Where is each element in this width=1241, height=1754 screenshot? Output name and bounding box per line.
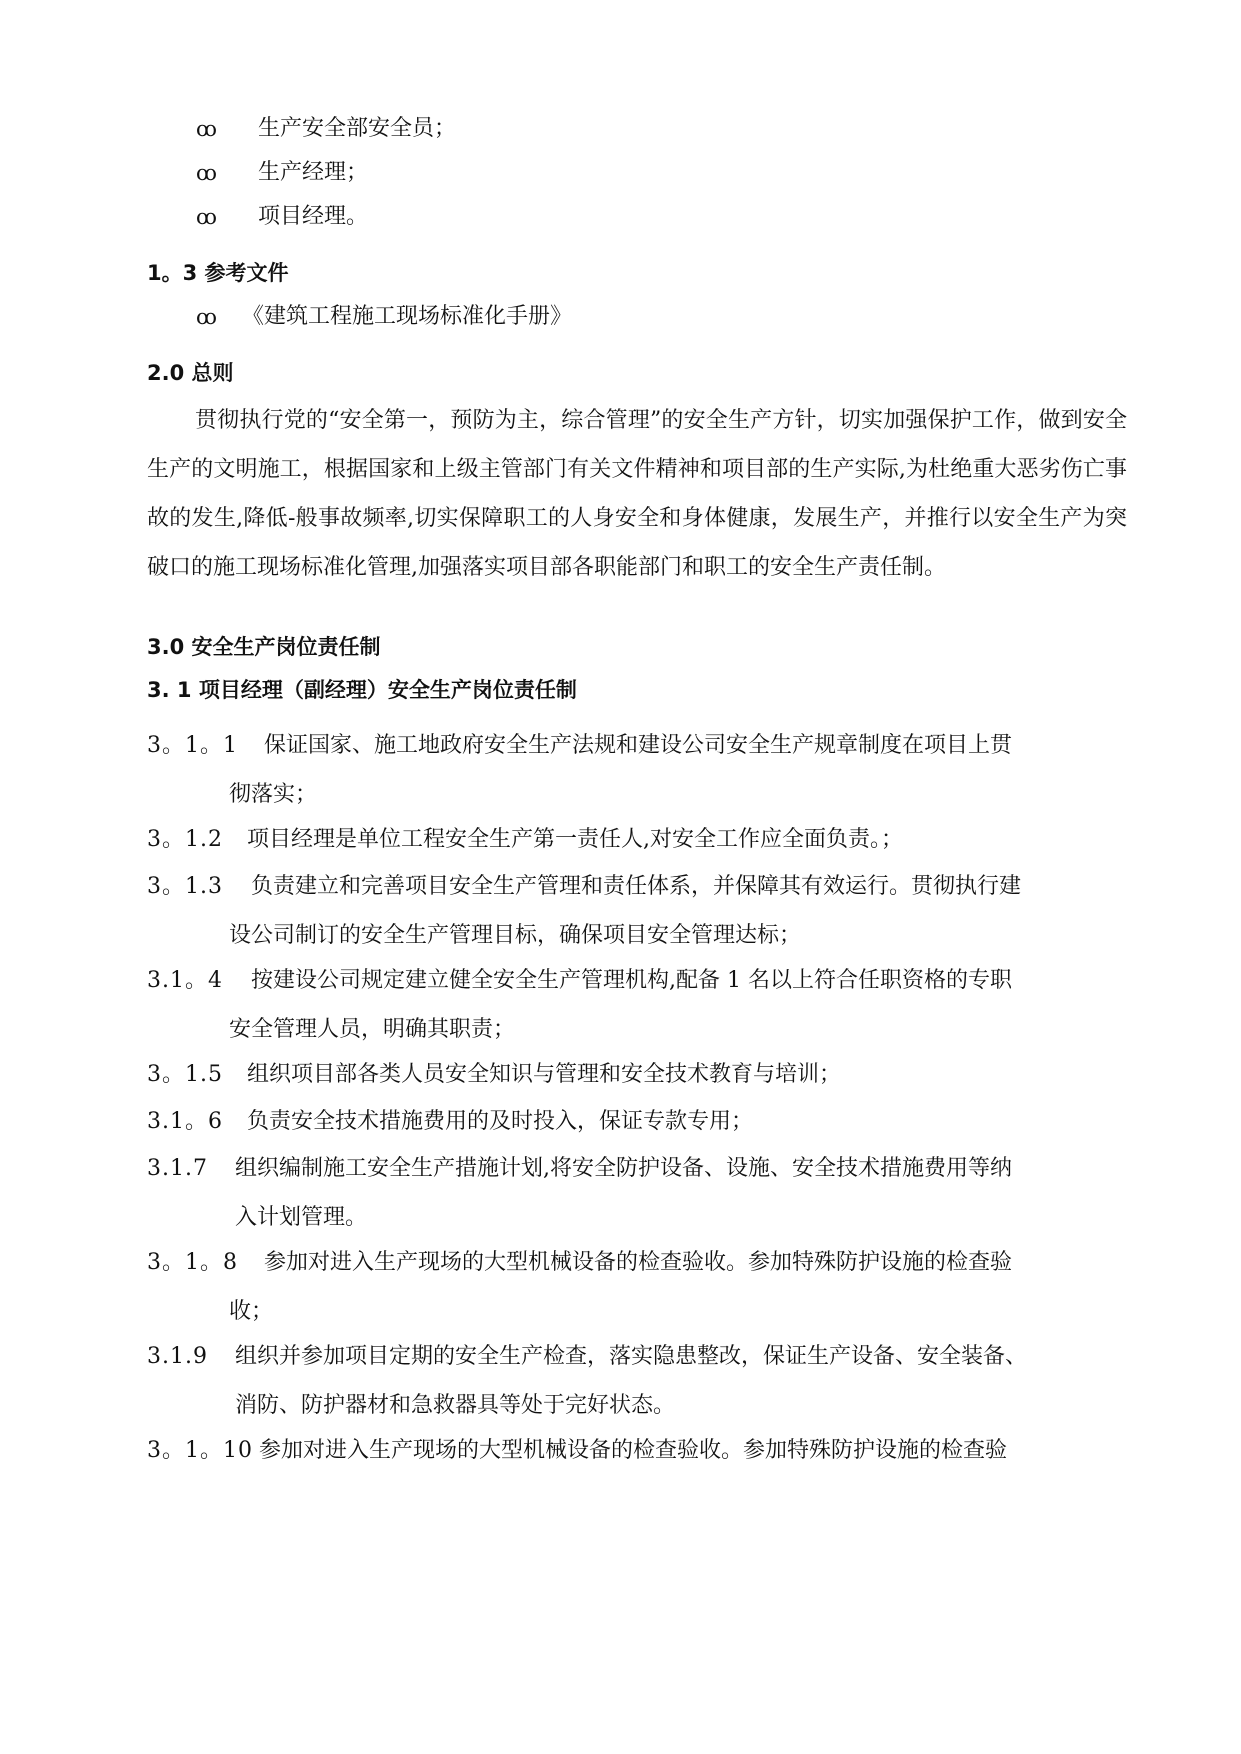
clause-line-2: 入计划管理。 [235, 1205, 368, 1230]
section-heading-1-3: 1。3 参考文件 [147, 261, 289, 285]
clause-line-1: 组织并参加项目定期的安全生产检查，落实隐患整改，保证生产设备、安全装备、 [235, 1344, 1028, 1369]
clause-item [147, 721, 1127, 819]
section-heading-3-1: 3. 1 项目经理（副经理）安全生产岗位责任制 [147, 678, 577, 702]
clause-line-1: 负责安全技术措施费用的及时投入，保证专款专用； [247, 1109, 754, 1134]
bullet-text: 生产安全部安全员； [258, 116, 457, 141]
clause-number: 3。1.5 [147, 1062, 223, 1087]
clause-number: 3.1.9 [147, 1344, 208, 1369]
clause-item [147, 1332, 1127, 1430]
clause-item [147, 1050, 1127, 1099]
bullet-text: 《建筑工程施工现场标准化手册》 [242, 304, 573, 329]
clause-number: 3。1。10 [147, 1438, 253, 1463]
clause-line-1: 负责建立和完善项目安全生产管理和责任体系，并保障其有效运行。贯彻执行建 [251, 874, 1022, 899]
clause-line-1: 保证国家、施工地政府安全生产法规和建设公司安全生产规章制度在项目上贯 [264, 733, 1013, 758]
clause-line-2: 彻落实； [229, 782, 318, 807]
clause-number: 3。1。8 [147, 1250, 238, 1275]
clause-number: 3.1。4 [147, 968, 223, 993]
clause-item [147, 1144, 1127, 1242]
clause-item [147, 956, 1127, 1054]
clause-line-2: 设公司制订的安全生产管理目标，确保项目安全管理达标； [229, 923, 802, 948]
bullet-item [196, 114, 596, 144]
clause-number: 3。1.3 [147, 874, 223, 899]
clause-number: 3.1.7 [147, 1156, 208, 1181]
clause-item [147, 1097, 1127, 1146]
clause-number: 3。1。1 [147, 733, 238, 758]
clause-line-2: 消防、防护器材和急救器具等处于完好状态。 [235, 1393, 676, 1418]
bullet-symbol-icon: ꝏ [196, 117, 216, 141]
clause-line-1: 参加对进入生产现场的大型机械设备的检查验收。参加特殊防护设施的检查验 [264, 1250, 1013, 1275]
bullet-item [196, 158, 596, 188]
clause-item [147, 862, 1127, 960]
clause-line-2: 安全管理人员，明确其职责； [229, 1017, 516, 1042]
bullet-text: 项目经理。 [258, 204, 369, 229]
clause-number: 3。1.2 [147, 827, 223, 852]
clause-line-1: 按建设公司规定建立健全安全生产管理机构,配备 1 名以上符合任职资格的专职 [251, 968, 1012, 993]
section-heading-2-0: 2.0 总则 [147, 361, 234, 385]
clause-line-2: 收； [229, 1299, 274, 1324]
clause-line-1: 组织项目部各类人员安全知识与管理和安全技术教育与培训； [247, 1062, 842, 1087]
bullet-symbol-icon: ꝏ [196, 305, 216, 329]
clause-line-1: 项目经理是单位工程安全生产第一责任人,对安全工作应全面负责。； [247, 827, 903, 852]
bullet-symbol-icon: ꝏ [196, 205, 216, 229]
clause-item [147, 815, 1127, 864]
clause-item [147, 1238, 1127, 1336]
clause-number: 3.1。6 [147, 1109, 223, 1134]
section-heading-3-0: 3.0 安全生产岗位责任制 [147, 635, 381, 659]
bullet-item [196, 202, 596, 232]
clause-item [147, 1426, 1127, 1475]
general-principles-paragraph: 贯彻执行党的“安全第一，预防为主，综合管理”的安全生产方针，切实加强保护工作，做到安全生产的文明施工，根据国家和上级主管部门有关文件精神和项目部的生产实际,为杜绝重大恶劣伤亡事故的发生,降低-般事故频率,切实保障职工的人身安全和身体健康，发展生产，并推行以安全生产为突破口的施工现场标准化管理,加强落实项目部各职能部门和职工的安全生产责任制。 [147, 408, 1127, 580]
bullet-symbol-icon: ꝏ [196, 161, 216, 185]
bullet-item [196, 302, 696, 332]
bullet-text: 生产经理； [258, 160, 369, 185]
clause-line-1: 组织编制施工安全生产措施计划,将安全防护设备、设施、安全技术措施费用等纳 [235, 1156, 1012, 1181]
clause-line-1: 参加对进入生产现场的大型机械设备的检查验收。参加特殊防护设施的检查验 [259, 1438, 1008, 1463]
